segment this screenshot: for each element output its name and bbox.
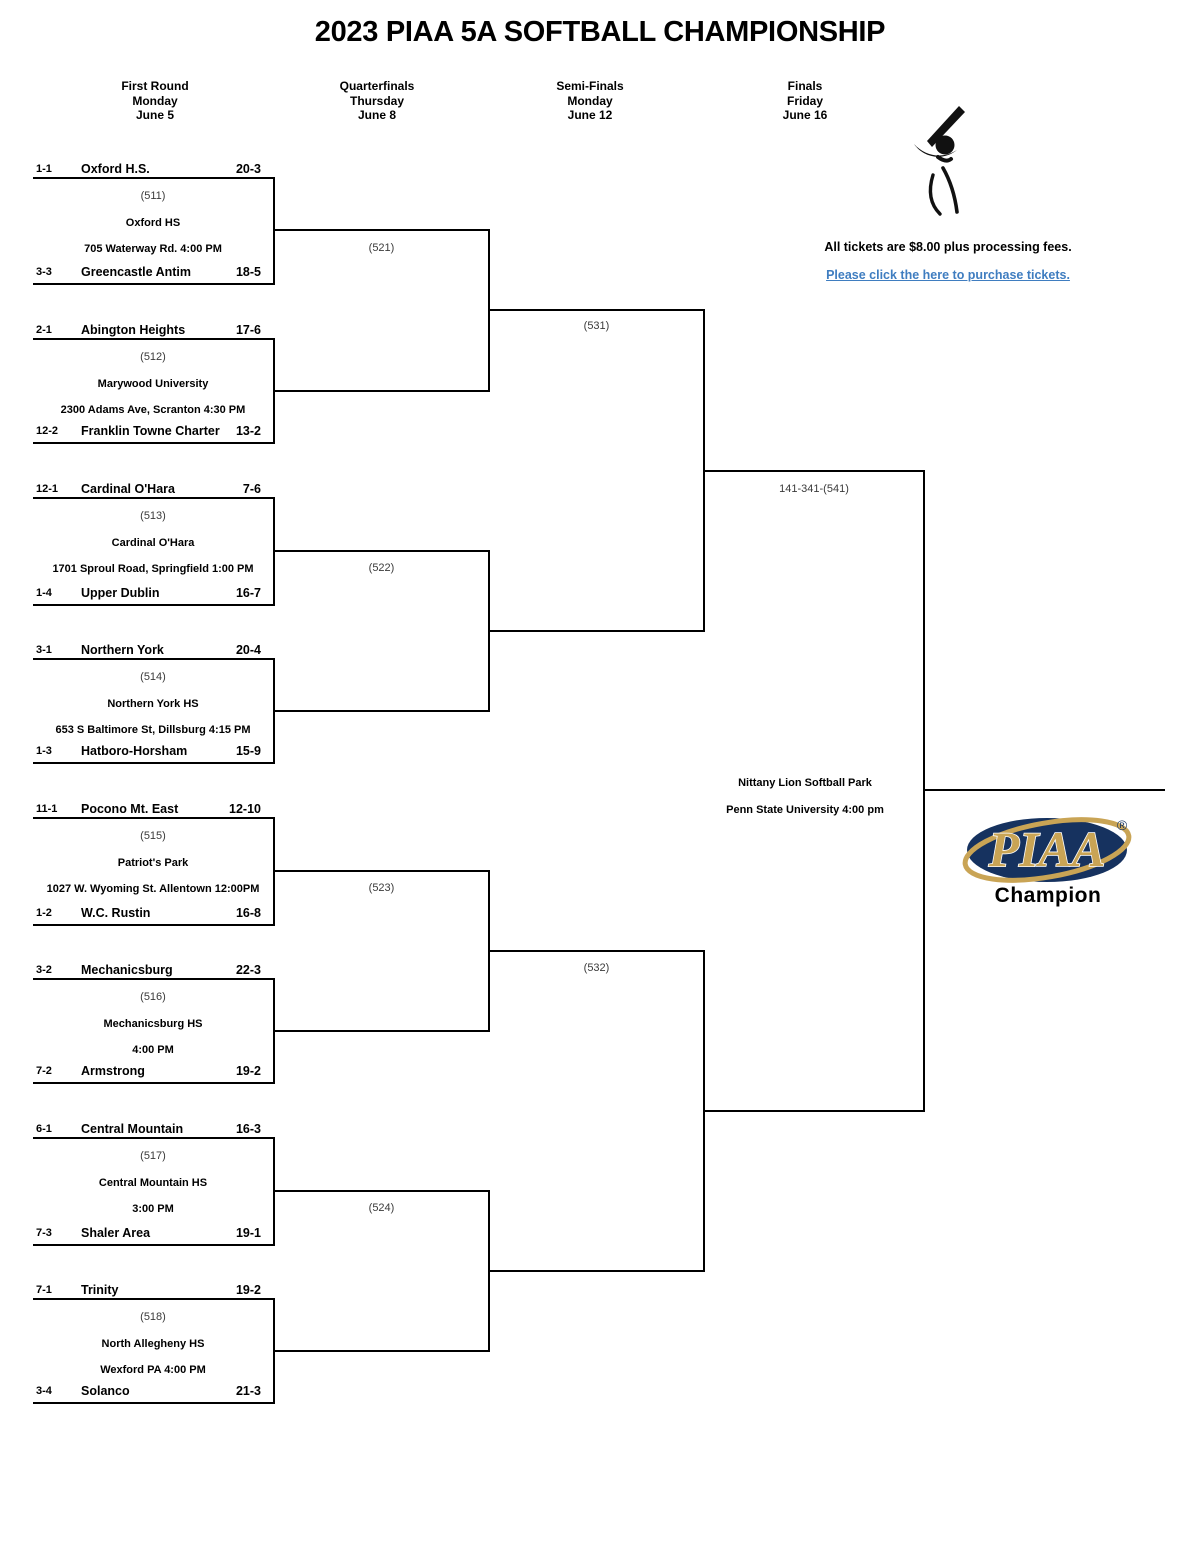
team-record: 18-5 bbox=[235, 265, 261, 279]
bracket-line bbox=[273, 229, 490, 231]
venue-name: Marywood University bbox=[97, 378, 209, 390]
team-record: 12-10 bbox=[229, 802, 261, 816]
venue-name: Oxford HS bbox=[125, 217, 181, 229]
bracket-line bbox=[705, 470, 925, 472]
team-name: Hatboro-Horsham bbox=[81, 744, 188, 758]
match-box-513 bbox=[33, 482, 275, 606]
team-seed: 1-1 bbox=[36, 163, 52, 175]
match-box-512 bbox=[33, 323, 275, 444]
team-record: 22-3 bbox=[235, 963, 261, 977]
team-seed: 12-1 bbox=[36, 483, 59, 495]
registered-trademark-icon: ® bbox=[1116, 817, 1128, 833]
team-record: 20-3 bbox=[235, 162, 261, 176]
match-box-518 bbox=[33, 1283, 275, 1404]
team-name: Shaler Area bbox=[81, 1226, 151, 1240]
round-name: Finals bbox=[787, 79, 823, 93]
semifinal-game-number: (532) bbox=[583, 962, 610, 974]
ticket-price-note: All tickets are $8.00 plus processing fees. bbox=[824, 240, 1072, 254]
team-seed: 11-1 bbox=[36, 803, 58, 815]
team-row bbox=[33, 162, 273, 177]
bracket-line bbox=[490, 1270, 705, 1272]
final-venue-name: Nittany Lion Softball Park bbox=[738, 777, 872, 789]
venue-address: 653 S Baltimore St, Dillsburg 4:15 PM bbox=[55, 724, 251, 736]
team-row bbox=[33, 802, 273, 817]
semifinal-game-number: (531) bbox=[583, 320, 610, 332]
team-row bbox=[33, 1226, 273, 1241]
game-number: (515) bbox=[140, 830, 166, 842]
game-number: (516) bbox=[140, 991, 166, 1003]
round-date: June 8 bbox=[357, 108, 396, 122]
team-name: Northern York bbox=[81, 643, 164, 657]
round-day: Friday bbox=[786, 93, 823, 108]
game-number: (514) bbox=[140, 671, 166, 683]
bracket-line bbox=[273, 550, 490, 552]
round-date: June 12 bbox=[567, 108, 613, 122]
bracket-line bbox=[923, 470, 925, 1112]
piaa-logo-text: PIAA bbox=[988, 821, 1106, 877]
round-header-semi-finals bbox=[525, 79, 655, 123]
round-name: First Round bbox=[121, 79, 189, 93]
venue-address: 705 Waterway Rd. 4:00 PM bbox=[84, 243, 222, 255]
team-seed: 3-3 bbox=[36, 266, 52, 278]
round-day: Monday bbox=[567, 93, 613, 108]
bracket-line bbox=[273, 710, 490, 712]
team-name: Franklin Towne Charter bbox=[81, 424, 220, 438]
team-seed: 3-1 bbox=[36, 644, 52, 656]
page-title: 2023 PIAA 5A SOFTBALL CHAMPIONSHIP bbox=[314, 16, 886, 48]
bracket-line bbox=[490, 950, 705, 952]
team-row bbox=[33, 1384, 273, 1399]
team-row bbox=[33, 744, 273, 759]
match-box-515 bbox=[33, 802, 275, 926]
team-name: Greencastle Antim bbox=[81, 265, 191, 279]
round-name: Semi-Finals bbox=[556, 79, 624, 93]
team-row bbox=[33, 265, 273, 280]
round-header-finals bbox=[740, 79, 870, 123]
venue-address: 1027 W. Wyoming St. Allentown 12:00PM bbox=[46, 883, 260, 895]
team-name: Upper Dublin bbox=[81, 586, 160, 600]
team-name: Abington Heights bbox=[81, 323, 186, 337]
round-day: Thursday bbox=[349, 93, 404, 108]
team-record: 19-1 bbox=[235, 1226, 261, 1240]
team-seed: 7-2 bbox=[36, 1065, 52, 1077]
team-seed: 1-2 bbox=[36, 907, 52, 919]
team-row bbox=[33, 643, 273, 658]
team-record: 20-4 bbox=[235, 643, 261, 657]
champion-label: Champion bbox=[994, 884, 1102, 907]
venue-address: 3:00 PM bbox=[132, 1203, 174, 1215]
team-seed: 6-1 bbox=[36, 1123, 52, 1135]
team-row bbox=[33, 323, 273, 338]
team-row bbox=[33, 424, 273, 439]
bracket-line bbox=[490, 630, 705, 632]
game-number: (511) bbox=[140, 190, 166, 202]
team-row bbox=[33, 906, 273, 921]
team-seed: 7-3 bbox=[36, 1227, 52, 1239]
team-record: 17-6 bbox=[235, 323, 261, 337]
team-row bbox=[33, 1122, 273, 1137]
team-record: 13-2 bbox=[235, 424, 261, 438]
bracket-line bbox=[273, 1350, 490, 1352]
game-number: (513) bbox=[140, 510, 166, 522]
venue-name: Patriot's Park bbox=[117, 857, 189, 869]
venue-address: 4:00 PM bbox=[132, 1044, 174, 1056]
piaa-logo bbox=[962, 813, 1134, 887]
venue-address: 2300 Adams Ave, Scranton 4:30 PM bbox=[60, 404, 246, 416]
team-seed: 7-1 bbox=[36, 1284, 52, 1296]
team-name: Cardinal O'Hara bbox=[81, 482, 175, 496]
team-name: Oxford H.S. bbox=[81, 162, 150, 176]
quarterfinal-game-number: (521) bbox=[368, 242, 395, 254]
round-day: Monday bbox=[132, 93, 178, 108]
bracket-line bbox=[273, 1030, 490, 1032]
venue-name: Mechanicsburg HS bbox=[103, 1018, 203, 1030]
team-name: Mechanicsburg bbox=[81, 963, 173, 977]
team-record: 21-3 bbox=[235, 1384, 261, 1398]
venue-name: Northern York HS bbox=[107, 698, 199, 710]
bracket-line bbox=[490, 309, 705, 311]
team-seed: 1-4 bbox=[36, 587, 52, 599]
team-name: Armstrong bbox=[81, 1064, 145, 1078]
team-seed: 3-4 bbox=[36, 1385, 52, 1397]
quarterfinal-game-number: (523) bbox=[368, 882, 395, 894]
bracket-line bbox=[273, 1190, 490, 1192]
team-record: 16-8 bbox=[235, 906, 261, 920]
team-row bbox=[33, 482, 273, 497]
team-record: 19-2 bbox=[235, 1064, 261, 1078]
match-box-514 bbox=[33, 643, 275, 764]
round-date: June 5 bbox=[135, 108, 174, 122]
final-game-number: 141-341-(541) bbox=[779, 483, 849, 495]
team-record: 15-9 bbox=[235, 744, 261, 758]
quarterfinal-game-number: (524) bbox=[368, 1202, 395, 1214]
round-header-quarterfinals bbox=[312, 79, 442, 123]
team-record: 7-6 bbox=[242, 482, 261, 496]
venue-name: Central Mountain HS bbox=[98, 1177, 208, 1189]
team-name: Trinity bbox=[81, 1283, 119, 1297]
champion-line bbox=[925, 789, 1165, 791]
round-name: Quarterfinals bbox=[339, 79, 415, 93]
team-name: Pocono Mt. East bbox=[81, 802, 179, 816]
team-seed: 2-1 bbox=[36, 324, 52, 336]
team-name: W.C. Rustin bbox=[81, 906, 151, 920]
round-date: June 16 bbox=[782, 108, 828, 122]
team-row bbox=[33, 586, 273, 601]
purchase-tickets-link[interactable]: Please click the here to purchase tickets. bbox=[826, 268, 1070, 282]
team-row bbox=[33, 1064, 273, 1079]
team-record: 16-7 bbox=[235, 586, 261, 600]
match-box-511 bbox=[33, 162, 275, 285]
team-row bbox=[33, 963, 273, 978]
team-name: Central Mountain bbox=[81, 1122, 184, 1136]
venue-name: North Allegheny HS bbox=[101, 1338, 205, 1350]
bracket-line bbox=[273, 870, 490, 872]
softball-batter-icon bbox=[893, 100, 998, 230]
final-venue-details: Penn State University 4:00 pm bbox=[726, 804, 884, 816]
venue-address: Wexford PA 4:00 PM bbox=[100, 1364, 206, 1376]
team-name: Solanco bbox=[81, 1384, 130, 1398]
team-seed: 1-3 bbox=[36, 745, 52, 757]
quarterfinal-game-number: (522) bbox=[368, 562, 395, 574]
round-header-first-round bbox=[90, 79, 220, 123]
venue-address: 1701 Sproul Road, Springfield 1:00 PM bbox=[52, 563, 254, 575]
team-record: 19-2 bbox=[235, 1283, 261, 1297]
game-number: (518) bbox=[140, 1311, 166, 1323]
bracket-line bbox=[273, 390, 490, 392]
team-record: 16-3 bbox=[235, 1122, 261, 1136]
team-seed: 3-2 bbox=[36, 964, 52, 976]
match-box-516 bbox=[33, 963, 275, 1084]
bracket-line bbox=[705, 1110, 925, 1112]
venue-name: Cardinal O'Hara bbox=[111, 537, 195, 549]
match-box-517 bbox=[33, 1122, 275, 1246]
game-number: (517) bbox=[140, 1150, 166, 1162]
team-row bbox=[33, 1283, 273, 1298]
game-number: (512) bbox=[140, 351, 166, 363]
team-seed: 12-2 bbox=[36, 425, 59, 437]
